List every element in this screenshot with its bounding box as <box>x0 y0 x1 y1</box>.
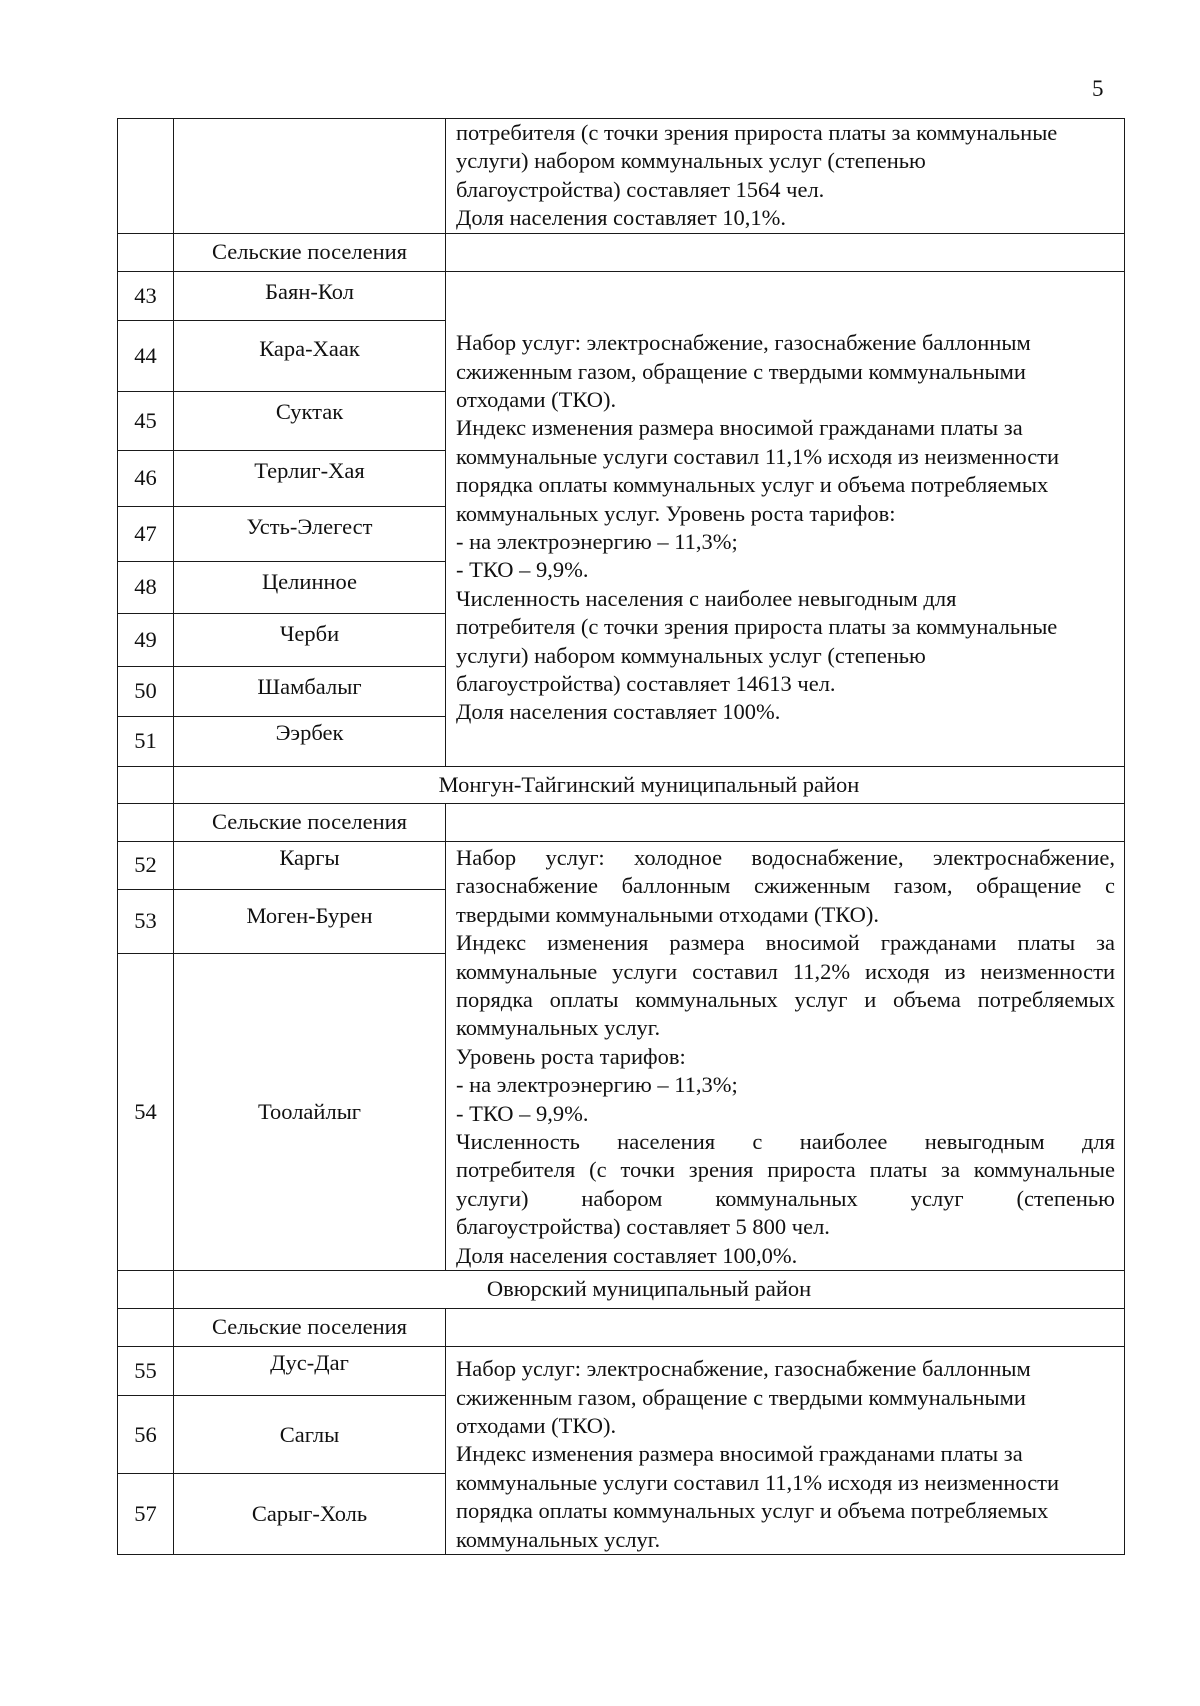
settlement-name: Каргы <box>174 842 446 890</box>
desc-line: услуги) набором коммунальных услуг (степенью <box>456 148 926 174</box>
desc-line: Уровень роста тарифов: <box>456 1043 686 1069</box>
row-number: 56 <box>118 1395 174 1473</box>
desc-cell-empty <box>446 234 1125 272</box>
page-number: 5 <box>1092 76 1104 101</box>
desc-cell-empty <box>446 804 1125 842</box>
desc-line: - ТКО – 9,9%. <box>456 557 589 583</box>
subheader-rural-settlements: Сельские поселения <box>174 1309 446 1347</box>
district-header-row <box>118 767 1125 804</box>
desc-line: благоустройства) составляет 5 800 чел. <box>456 1214 830 1240</box>
row-number: 43 <box>118 272 174 321</box>
tariff-table <box>117 118 1125 1555</box>
settlement-name: Сарыг-Холь <box>174 1474 446 1555</box>
row-number: 53 <box>118 889 174 954</box>
settlement-name: Ээрбек <box>174 717 446 767</box>
num-cell-empty <box>118 119 174 234</box>
desc-line: коммунальных услуг. Уровень роста тарифов: <box>456 500 896 526</box>
num-cell-empty <box>118 767 174 804</box>
row-number: 45 <box>118 392 174 451</box>
desc-line: - ТКО – 9,9%. <box>456 1100 589 1126</box>
settlement-name: Целинное <box>174 562 446 614</box>
desc-line: коммунальных услуг. <box>456 1015 661 1041</box>
num-cell-empty <box>118 1271 174 1309</box>
desc-line: благоустройства) составляет 14613 чел. <box>456 671 836 697</box>
desc-line: - на электроэнергию – 11,3%; <box>456 529 738 554</box>
desc-cell-empty <box>446 1309 1125 1347</box>
desc-line: Доля населения составляет 100,0%. <box>456 1242 798 1268</box>
desc-line: Индекс изменения размера вносимой гражданами платы за <box>456 1441 1023 1467</box>
desc-line: коммунальные услуги составил 11,2% исходя из неизменности <box>456 958 1115 984</box>
subheader-row <box>118 1309 1125 1347</box>
desc-line: порядка оплаты коммунальных услуг и объема потребляемых <box>456 1498 1049 1524</box>
settlement-name: Усть-Элегест <box>174 507 446 562</box>
desc-line: коммунальных услуг. <box>456 1526 661 1552</box>
settlement-name: Шамбалыг <box>174 667 446 717</box>
desc-line: - на электроэнергию – 11,3%; <box>456 1072 738 1098</box>
row-number: 47 <box>118 507 174 562</box>
group1-description <box>446 272 1125 767</box>
settlement-name: Тоолайлыг <box>174 954 446 1271</box>
desc-line: Индекс изменения размера вносимой гражданами платы за <box>456 930 1115 956</box>
district-title: Монгун-Тайгинский муниципальный район <box>174 767 1125 804</box>
settlement-name: Саглы <box>174 1395 446 1473</box>
row-number: 49 <box>118 614 174 667</box>
desc-line: коммунальные услуги составил 11,1% исходя из неизменности <box>456 1469 1060 1495</box>
subheader-rural-settlements: Сельские поселения <box>174 804 446 842</box>
row-number: 46 <box>118 451 174 507</box>
settlement-name: Дус-Даг <box>174 1347 446 1396</box>
num-cell-empty <box>118 234 174 272</box>
row-number: 57 <box>118 1474 174 1555</box>
settlement-name: Суктак <box>174 392 446 451</box>
name-cell-empty <box>174 119 446 234</box>
desc-line: порядка оплаты коммунальных услуг и объема потребляемых <box>456 987 1115 1013</box>
desc-line: газоснабжение баллонным сжиженным газом, обращение с <box>456 873 1115 899</box>
subheader-row <box>118 804 1125 842</box>
row-number: 54 <box>118 954 174 1271</box>
district-title: Овюрский муниципальный район <box>174 1271 1125 1309</box>
desc-line: отходами (ТКО). <box>456 1412 617 1438</box>
row-number: 48 <box>118 562 174 614</box>
table-row <box>118 272 1125 321</box>
settlement-name: Терлиг-Хая <box>174 451 446 507</box>
subheader-row <box>118 234 1125 272</box>
desc-line: коммунальные услуги составил 11,1% исходя из неизменности <box>456 443 1060 469</box>
desc-line: Доля населения составляет 10,1%. <box>456 205 787 231</box>
desc-line: порядка оплаты коммунальных услуг и объема потребляемых <box>456 472 1049 498</box>
desc-line: услуги) набором коммунальных услуг (степенью <box>456 642 926 668</box>
settlement-name: Кара-Хаак <box>174 321 446 392</box>
desc-line: благоустройства) составляет 1564 чел. <box>456 176 825 202</box>
settlement-name: Баян-Кол <box>174 272 446 321</box>
desc-line: Численность населения с наиболее невыгодным для <box>456 1129 1115 1155</box>
row-number: 50 <box>118 667 174 717</box>
settlement-name: Моген-Бурен <box>174 889 446 954</box>
continuation-row <box>118 119 1125 234</box>
desc-line: сжиженным газом, обращение с твердыми коммунальными <box>456 358 1026 384</box>
desc-line: Численность населения с наиболее невыгодным для <box>456 585 957 611</box>
desc-line: отходами (ТКО). <box>456 386 617 412</box>
desc-line: твердыми коммунальными отходами (ТКО). <box>456 901 880 927</box>
desc-line: потребителя (с точки зрения прироста платы за коммунальные <box>456 614 1058 640</box>
continuation-description <box>446 119 1125 234</box>
desc-line: услуги) набором коммунальных услуг (степенью <box>456 1185 1115 1211</box>
desc-line: Доля населения составляет 100%. <box>456 699 781 725</box>
desc-line: сжиженным газом, обращение с твердыми коммунальными <box>456 1384 1026 1410</box>
settlement-name: Черби <box>174 614 446 667</box>
table-row <box>118 842 1125 890</box>
desc-line: Индекс изменения размера вносимой гражданами платы за <box>456 415 1023 441</box>
row-number: 55 <box>118 1347 174 1396</box>
desc-line: Набор услуг: электроснабжение, газоснабжение баллонным <box>456 1356 1031 1382</box>
district2-description <box>446 842 1125 1271</box>
num-cell-empty <box>118 804 174 842</box>
desc-line: потребителя (с точки зрения прироста платы за коммунальные <box>456 120 1058 145</box>
desc-line: Набор услуг: холодное водоснабжение, электроснабжение, <box>456 845 1115 870</box>
district3-description <box>446 1347 1125 1555</box>
subheader-rural-settlements: Сельские поселения <box>174 234 446 272</box>
desc-line: потребителя (с точки зрения прироста платы за коммунальные <box>456 1157 1115 1183</box>
row-number: 51 <box>118 717 174 767</box>
desc-line: Набор услуг: электроснабжение, газоснабжение баллонным <box>456 330 1031 356</box>
table-row <box>118 1347 1125 1396</box>
num-cell-empty <box>118 1309 174 1347</box>
district-header-row <box>118 1271 1125 1309</box>
row-number: 44 <box>118 321 174 392</box>
row-number: 52 <box>118 842 174 890</box>
